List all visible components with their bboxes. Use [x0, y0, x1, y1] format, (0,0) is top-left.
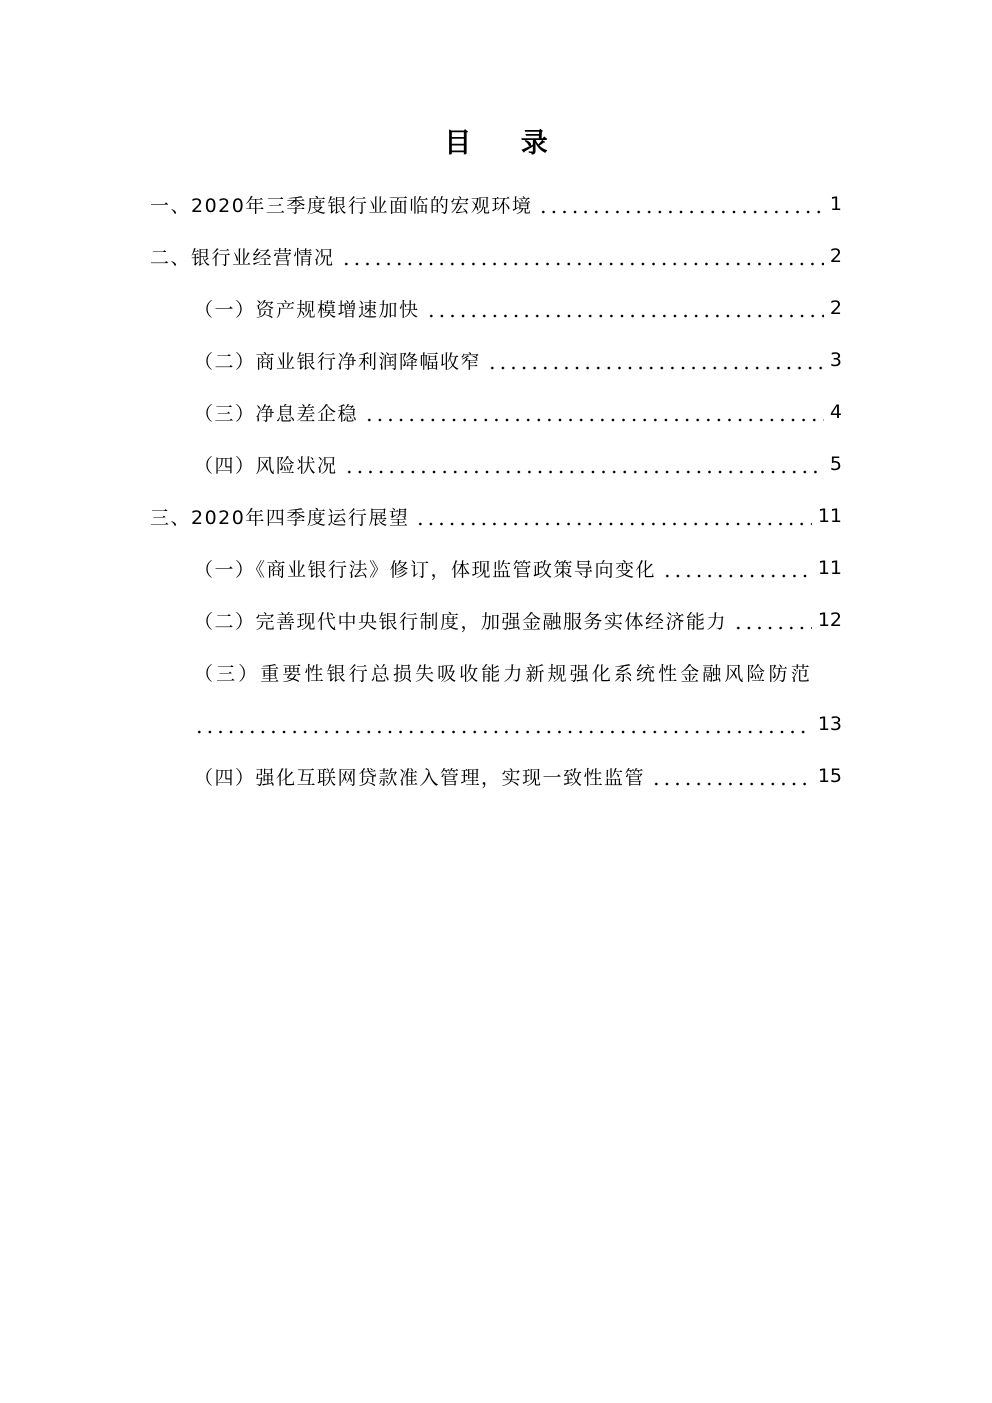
toc-entry[interactable] [150, 178, 842, 230]
toc-entry-label: （四）风险状况 [194, 454, 338, 477]
toc-entry[interactable] [150, 334, 842, 386]
toc-entry-continuation[interactable] [150, 698, 842, 750]
toc-entry[interactable] [150, 542, 842, 594]
toc-entry-label: （四）强化互联网贷款准入管理，实现一致性监管 [194, 766, 646, 789]
toc-entry-label: （三）净息差企稳 [194, 402, 359, 425]
toc-entry-label: （一）《商业银行法》修订，体现监管政策导向变化 [194, 558, 657, 581]
dot-leader [733, 611, 812, 630]
toc-entry-label: （三）重要性银行总损失吸收能力新规强化系统性金融风险防范 [194, 662, 813, 685]
toc-entry[interactable] [150, 646, 842, 698]
toc-entry[interactable] [150, 750, 842, 802]
toc-entry-label: 三、2020年四季度运行展望 [150, 506, 410, 529]
toc-list [150, 178, 842, 802]
toc-entry-page: 2 [829, 297, 842, 319]
toc-entry-label: 一、2020年三季度银行业面临的宏观环境 [150, 194, 533, 217]
toc-entry-page: 1 [829, 193, 842, 215]
toc-entry[interactable] [150, 282, 842, 334]
dot-leader [415, 507, 811, 526]
toc-entry-label: （二）完善现代中央银行制度，加强金融服务实体经济能力 [194, 610, 728, 633]
toc-entry-label: （二）商业银行净利润降幅收窄 [194, 350, 482, 373]
toc-entry[interactable] [150, 594, 842, 646]
toc-entry-page: 3 [829, 349, 842, 371]
toc-entry-label: 二、银行业经营情况 [150, 246, 335, 269]
toc-entry-page: 4 [829, 401, 842, 423]
dot-leader [487, 351, 824, 370]
toc-entry-label: （一）资产规模增速加快 [194, 298, 420, 321]
dot-leader [194, 715, 812, 734]
toc-entry-page: 12 [817, 609, 842, 631]
dot-leader [344, 455, 824, 474]
dot-leader [341, 247, 824, 266]
toc-entry[interactable] [150, 490, 842, 542]
dot-leader [364, 403, 824, 422]
toc-entry-page: 11 [817, 557, 842, 579]
toc-entry-page: 15 [817, 765, 842, 787]
toc-title: 目 录 [444, 128, 568, 159]
toc-entry-page: 11 [817, 505, 842, 527]
dot-leader [662, 559, 812, 578]
dot-leader [426, 299, 824, 318]
dot-leader [651, 767, 812, 786]
toc-entry-page: 5 [829, 453, 842, 475]
toc-entry-page: 13 [817, 713, 842, 735]
toc-entry-page: 2 [829, 245, 842, 267]
toc-entry[interactable] [150, 386, 842, 438]
dot-leader [538, 195, 824, 214]
toc-entry[interactable] [150, 438, 842, 490]
toc-entry[interactable] [150, 230, 842, 282]
